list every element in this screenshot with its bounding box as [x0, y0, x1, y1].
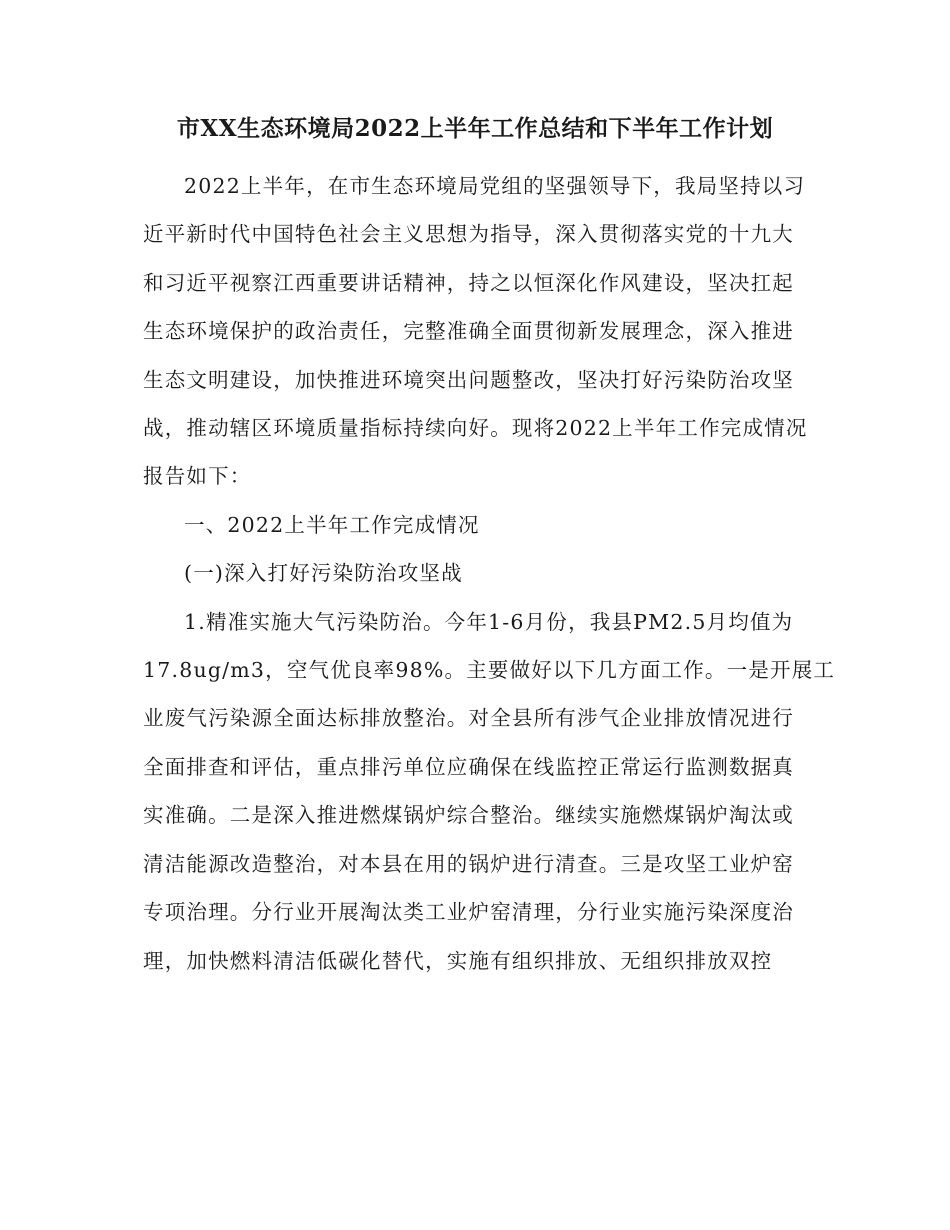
text-line: 一、2022上半年工作完成情况 — [184, 512, 480, 537]
text-line: 专项治理。分行业开展淘汰类工业炉窑清理，分行业实施污染深度治 — [143, 900, 794, 925]
text-line: 战，推动辖区环境质量指标持续向好。现将2022上半年工作完成情况 — [143, 416, 808, 441]
text-line: 2022上半年，在市生态环境局党组的坚强领导下，我局坚持以习 — [184, 174, 806, 198]
section-heading — [143, 501, 807, 549]
text-line: 业废气污染源全面达标排放整治。对全县所有涉气企业排放情况进行 — [143, 706, 794, 731]
text-line: 1.精准实施大气污染防治。今年1-6月份，我县PM2.5月均值为 — [184, 609, 794, 634]
air-pollution-paragraph — [143, 598, 836, 985]
document-title: 市XX生态环境局2022上半年工作总结和下半年工作计划 — [176, 115, 774, 142]
text-line: 生态文明建设，加快推进环境突出问题整改，坚决打好污染防治攻坚 — [143, 367, 794, 392]
text-line: 理，加快燃料清洁低碳化替代，实施有组织排放、无组织排放双控 — [143, 948, 773, 973]
text-line: 生态环境保护的政治责任，完整准确全面贯彻新发展理念，深入推进 — [143, 319, 794, 344]
text-line: 全面排查和评估，重点排污单位应确保在线监控正常运行监测数据真 — [143, 754, 794, 779]
text-line: 报告如下： — [143, 464, 252, 489]
text-line: 清洁能源改造整治，对本县在用的锅炉进行清查。三是攻坚工业炉窑 — [143, 851, 794, 876]
text-line: (一)深入打好污染防治攻坚战 — [184, 561, 463, 586]
document-body — [143, 162, 836, 985]
subsection-heading — [143, 549, 807, 597]
text-line: 和习近平视察江西重要讲话精神，持之以恒深化作风建设，坚决扛起 — [143, 270, 794, 295]
intro-paragraph — [143, 162, 807, 501]
text-line: 近平新时代中国特色社会主义思想为指导，深入贯彻落实党的十九大 — [143, 222, 794, 247]
text-line: 17.8ug/m3，空气优良率98%。主要做好以下几方面工作。一是开展工 — [143, 658, 836, 683]
text-line: 实准确。二是深入推进燃煤锅炉综合整治。继续实施燃煤锅炉淘汰或 — [143, 803, 794, 828]
